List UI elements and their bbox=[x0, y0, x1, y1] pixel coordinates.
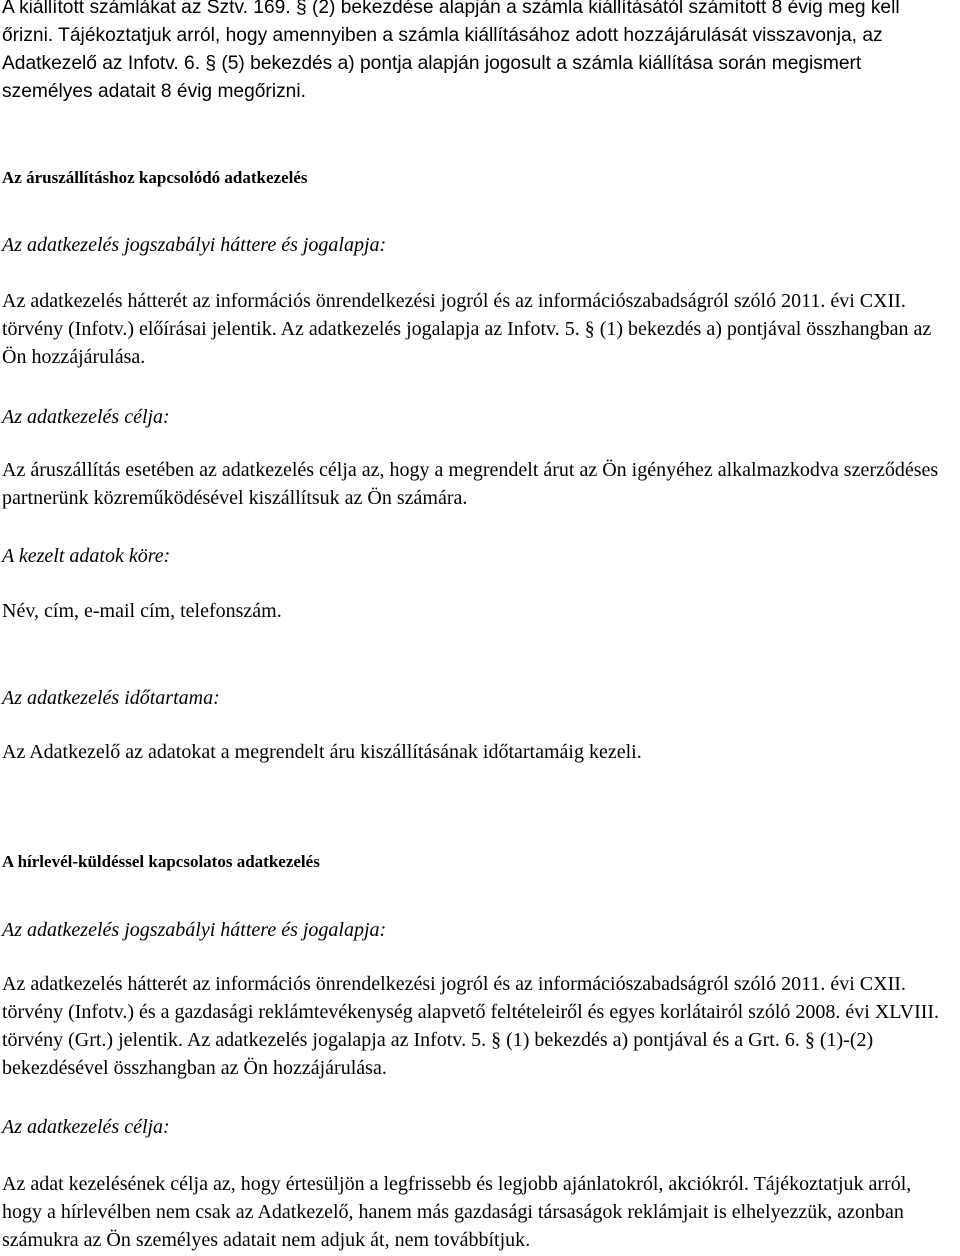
shipping-duration-title: Az adatkezelés időtartama: bbox=[2, 687, 220, 709]
shipping-purpose-text: Az áruszállítás esetében az adatkezelés célja az, hogy a megrendelt árut az Ön igényéhez alkalmazkodva szerződéses partnerünk közreműködésével kiszállítsuk az Ön számára. bbox=[2, 459, 939, 509]
shipping-data-scope-text: Név, cím, e-mail cím, telefonszám. bbox=[2, 600, 282, 622]
newsletter-purpose-title: Az adatkezelés célja: bbox=[2, 1116, 170, 1138]
shipping-data-scope-title: A kezelt adatok köre: bbox=[2, 545, 171, 567]
newsletter-legal-basis-title: Az adatkezelés jogszabályi háttere és jogalapja: bbox=[2, 919, 387, 941]
shipping-section-heading: Az áruszállításhoz kapcsolódó adatkezelés bbox=[2, 168, 308, 187]
newsletter-legal-basis-text: Az adatkezelés hátterét az információs önrendelkezési jogról és az információszabadságról szóló 2011. évi CXII. törvény (Infotv.) és a gazdasági reklámtevékenység alapvető feltételeiről és egyes korlátairól szóló 2008. évi XLVIII. törvény (Grt.) jelentik. Az adatkezelés jogalapja az Infotv. 5. § (1) bekezdés a) pontjával és a Grt. 6. § (1)-(2) bekezdésével összhangban az Ön hozzájárulása. bbox=[2, 973, 940, 1079]
newsletter-section-heading: A hírlevél-küldéssel kapcsolatos adatkezelés bbox=[2, 852, 320, 871]
shipping-legal-basis-title: Az adatkezelés jogszabályi háttere és jogalapja: bbox=[2, 234, 387, 256]
newsletter-purpose-text: Az adat kezelésének célja az, hogy értesüljön a legfrissebb és legjobb ajánlatokról, akciókról. Tájékoztatjuk arról, hogy a hírlevélben nem csak az Adatkezelő, hanem más gazdasági társaságok reklámjait is elhelyezzük, azonban számukra az Ön személyes adatait nem adjuk át, nem továbbítjuk. bbox=[2, 1173, 912, 1251]
shipping-legal-basis-text: Az adatkezelés hátterét az információs önrendelkezési jogról és az információszabadságról szóló 2011. évi CXII. törvény (Infotv.) előírásai jelentik. Az adatkezelés jogalapja az Infotv. 5. § (1) bekezdés a) pontjával összhangban az Ön hozzájárulása. bbox=[2, 290, 932, 368]
intro-paragraph: A kiállított számlákat az Sztv. 169. § (2) bekezdése alapján a számla kiállításától számított 8 évig meg kell őrizni. Tájékoztatjuk arról, hogy amennyiben a számla kiállításához adott hozzájárulását visszavonja, az Adatkezelő az Infotv. 6. § (5) bekezdés a) pontja alapján jogosult a számla kiállítása során megismert személyes adatait 8 évig megőrizni. bbox=[2, 0, 900, 102]
shipping-duration-text: Az Adatkezelő az adatokat a megrendelt áru kiszállításának időtartamáig kezeli. bbox=[2, 741, 642, 763]
shipping-purpose-title: Az adatkezelés célja: bbox=[2, 406, 170, 428]
